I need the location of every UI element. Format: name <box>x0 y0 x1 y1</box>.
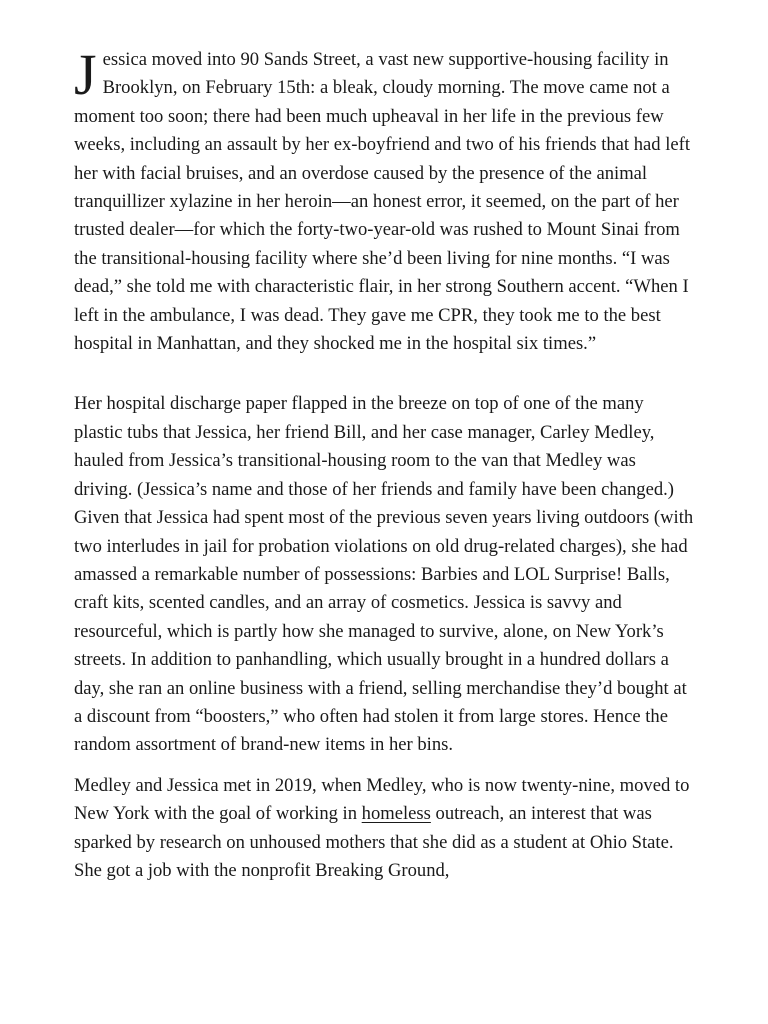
paragraph-text: Medley and Jessica met in 2019, when Medley, who is now twenty-nine, moved to New York with the goal of working in <box>74 774 690 825</box>
paragraph-text: outreach, an interest that was sparked by research on unhoused mothers that she did as a student at Ohio State. She got a job with the nonprofit Breaking Ground, <box>74 803 674 881</box>
homeless-topic-link[interactable]: homeless <box>361 803 431 825</box>
article-paragraph <box>74 42 694 358</box>
article-body <box>74 42 694 885</box>
article-paragraph <box>74 772 694 886</box>
paragraph-text: Her hospital discharge paper flapped in the breeze on top of one of the many plastic tubs that Jessica, her friend Bill, and her case manager, Carley Medley, hauled from Jessica’s transitional-housing room to the van that Medley was driving. (Jessica’s name and those of her friends and family have been changed.) Given that Jessica had spent most of the previous seven years living outdoors (with two interludes in jail for probation violations on old drug-related charges), she had amassed a remarkable number of possessions: Barbies and LOL Surprise! Balls, craft kits, scented candles, and an array of cosmetics. Jessica is savvy and resourceful, which is partly how she managed to survive, alone, on New York’s streets. In addition to panhandling, which usually brought in a hundred dollars a day, she ran an online business with a friend, selling merchandise they’d bought at a discount from “boosters,” who often had stolen it from large stores. Hence the random assortment of brand-new items in her bins. <box>74 393 694 756</box>
drop-cap: J <box>74 42 97 107</box>
article-paragraph <box>74 390 694 759</box>
paragraph-text: essica moved into 90 Sands Street, a vast new supportive-housing facility in Brooklyn, on February 15th: a bleak, cloudy morning. The move came not a moment too soon; there had been much upheaval in her life in the previous few weeks, including an assault by her ex-boyfriend and two of his friends that had left her with facial bruises, and an overdose caused by the presence of the animal tranquillizer xylazine in her heroin—an honest error, it seemed, on the part of her trusted dealer—for which the forty-two-year-old was rushed to Mount Sinai from the transitional-housing facility where she’d been living for nine months. “I was dead,” she told me with characteristic flair, in her strong Southern accent. “When I left in the ambulance, I was dead. They gave me CPR, they took me to the best hospital in Manhattan, and they shocked me in the hospital six times.” <box>74 49 691 355</box>
